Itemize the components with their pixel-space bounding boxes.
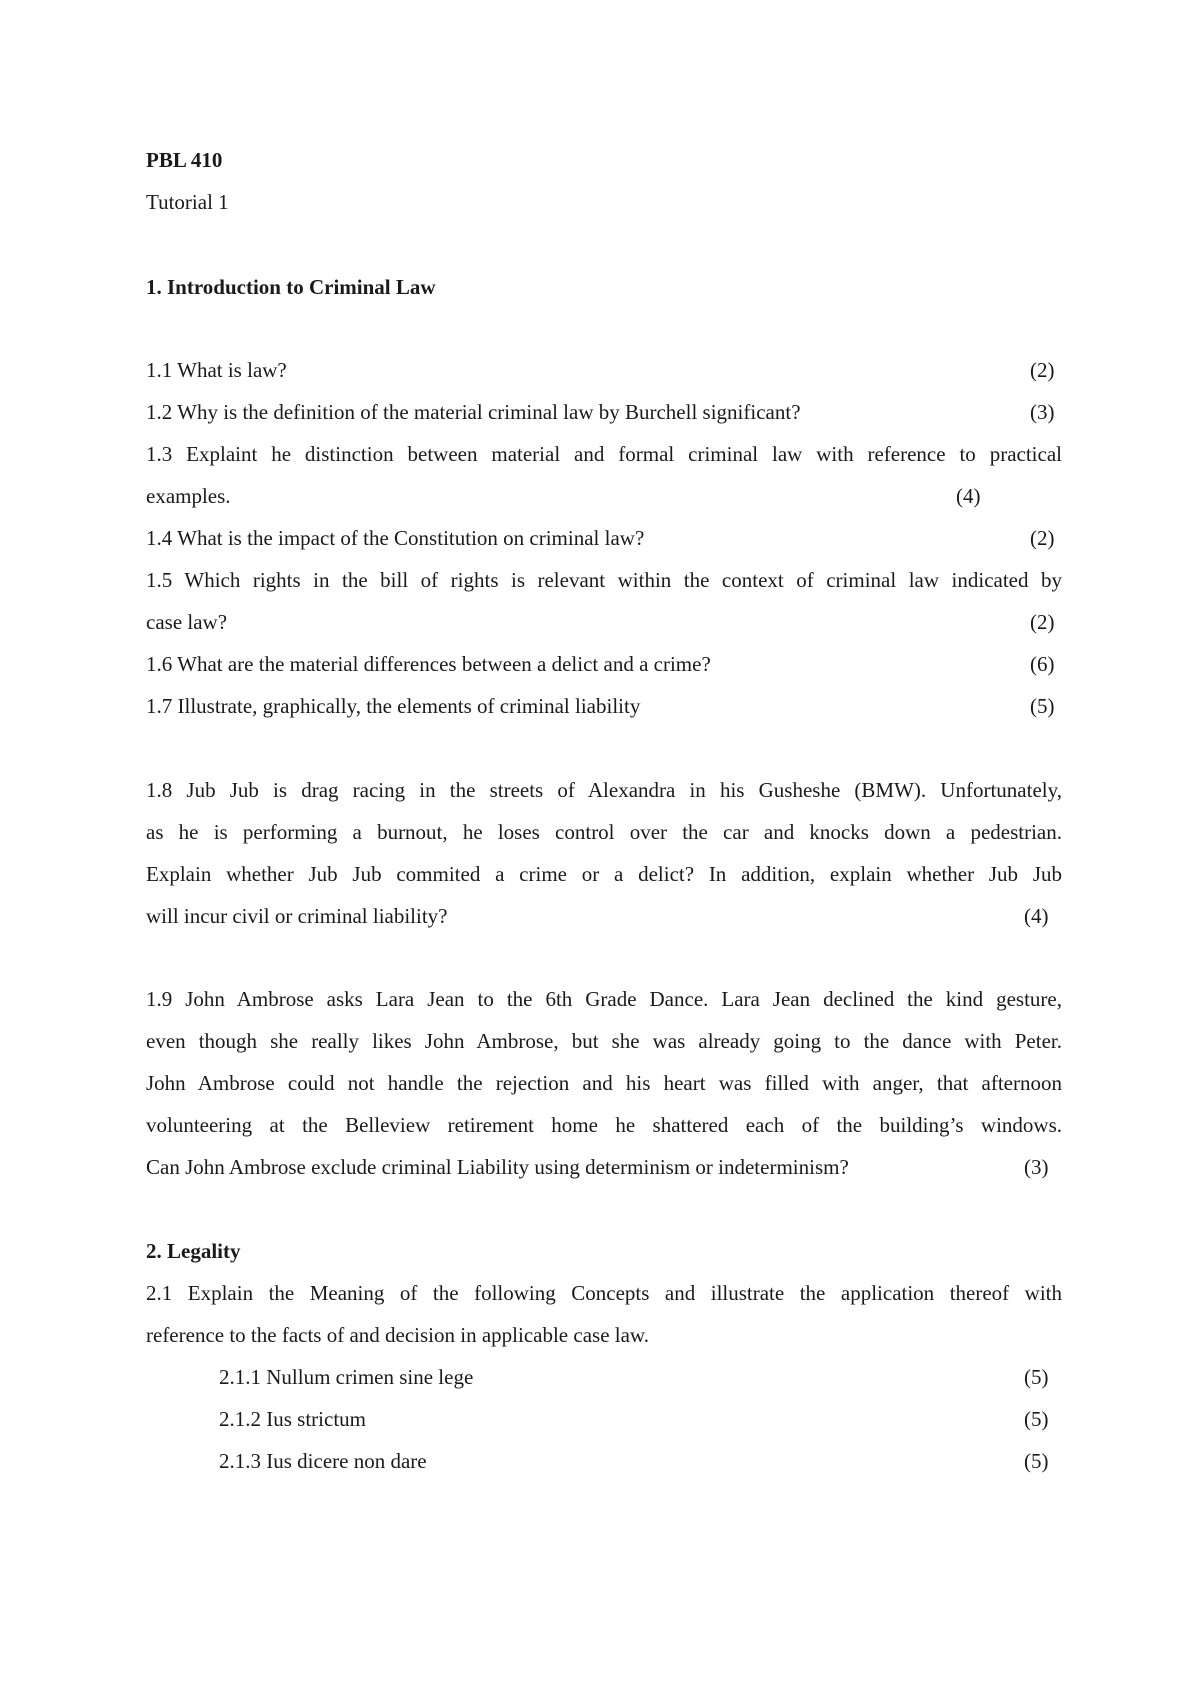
- question-2-1-3-marks: (5): [1024, 1449, 1049, 1473]
- question-1-8-line4: will incur civil or criminal liability?: [146, 904, 448, 928]
- question-1-9-line3: John Ambrose could not handle the rejection and his heart was filled with anger, that afternoon: [146, 1071, 1062, 1095]
- question-1-7: 1.7 Illustrate, graphically, the elements of criminal liability: [146, 694, 641, 718]
- question-1-3-line1: 1.3 Explaint he distinction between material and formal criminal law with reference to practical: [146, 442, 1062, 466]
- course-code: PBL 410: [146, 148, 223, 172]
- question-2-1-line1: 2.1 Explain the Meaning of the following Concepts and illustrate the application thereof with: [146, 1281, 1062, 1305]
- question-1-5-line2: case law?: [146, 610, 228, 634]
- question-1-9-line2: even though she really likes John Ambrose, but she was already going to the dance with Peter.: [146, 1029, 1062, 1053]
- question-2-1-line2: reference to the facts of and decision in applicable case law.: [146, 1323, 649, 1347]
- question-1-3-line2: examples.: [146, 484, 231, 508]
- question-1-2-marks: (3): [1030, 400, 1055, 424]
- section1-heading: 1. Introduction to Criminal Law: [146, 275, 436, 299]
- question-2-1-1-marks: (5): [1024, 1365, 1049, 1389]
- question-1-9-marks: (3): [1024, 1155, 1049, 1179]
- question-1-1: 1.1 What is law?: [146, 358, 287, 382]
- question-1-5-line1: 1.5 Which rights in the bill of rights is relevant within the context of criminal law indicated by: [146, 568, 1062, 592]
- question-2-1-2: 2.1.2 Ius strictum: [219, 1407, 366, 1431]
- question-1-5-marks: (2): [1030, 610, 1055, 634]
- question-1-1-marks: (2): [1030, 358, 1055, 382]
- question-2-1-2-marks: (5): [1024, 1407, 1049, 1431]
- question-1-8-line2: as he is performing a burnout, he loses control over the car and knocks down a pedestrian.: [146, 820, 1062, 844]
- question-2-1-3: 2.1.3 Ius dicere non dare: [219, 1449, 427, 1473]
- question-1-6: 1.6 What are the material differences between a delict and a crime?: [146, 652, 711, 676]
- tutorial-title: Tutorial 1: [146, 190, 229, 214]
- question-1-4: 1.4 What is the impact of the Constitution on criminal law?: [146, 526, 645, 550]
- question-1-8-line3: Explain whether Jub Jub commited a crime or a delict? In addition, explain whether Jub Jub: [146, 862, 1062, 886]
- question-1-9-line1: 1.9 John Ambrose asks Lara Jean to the 6th Grade Dance. Lara Jean declined the kind gesture,: [146, 987, 1062, 1011]
- question-2-1-1: 2.1.1 Nullum crimen sine lege: [219, 1365, 474, 1389]
- question-1-8-line1: 1.8 Jub Jub is drag racing in the streets of Alexandra in his Gusheshe (BMW). Unfortunately,: [146, 778, 1062, 802]
- question-1-7-marks: (5): [1030, 694, 1055, 718]
- question-1-4-marks: (2): [1030, 526, 1055, 550]
- question-1-9-line4: volunteering at the Belleview retirement home he shattered each of the building’s windows.: [146, 1113, 1062, 1137]
- question-1-2: 1.2 Why is the definition of the material criminal law by Burchell significant?: [146, 400, 801, 424]
- question-1-8-marks: (4): [1024, 904, 1049, 928]
- section2-heading: 2. Legality: [146, 1239, 241, 1263]
- question-1-3-marks: (4): [956, 484, 981, 508]
- question-1-9-line5: Can John Ambrose exclude criminal Liability using determinism or indeterminism?: [146, 1155, 849, 1179]
- question-1-6-marks: (6): [1030, 652, 1055, 676]
